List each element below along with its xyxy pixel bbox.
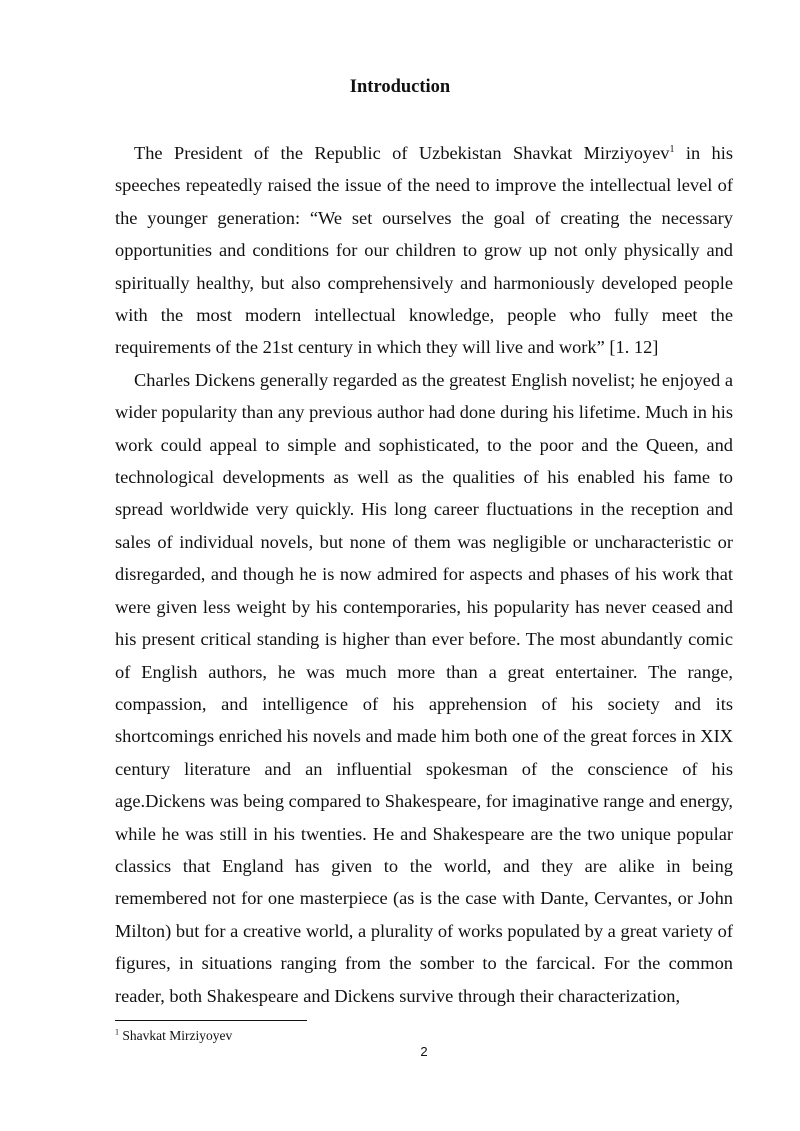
paragraph-2-text: Charles Dickens generally regarded as the greatest English novelist; he enjoyed a wider popularity than any previous author had done during his lifetime. Much in his work could appeal to simple and sophisticated, to the poor and the Queen, and technological developments as well as the qualities of his enabled his fame to spread worldwide very quickly. His long career fluctuations in the reception and sales of individual novels, but none of them was negligible or uncharacteristic or disregarded, and though he is now admired for aspects and phases of his work that were given less weight by his contemporaries, his popularity has never ceased and his present critical standing is higher than ever before. The most abundantly comic of English authors, he was much more than a great entertainer. The range, compassion, and intelligence of his apprehension of his society and its shortcomings enriched his novels and made him both one of the great forces in XIX century literature and an influential spokesman of the conscience of his age.Dickens was being compared to Shakespeare, for imaginative range and energy, while he was still in his twenties. He and Shakespeare are the two unique popular classics that England has given to the world, and they are alike in being remembered not for one masterpiece (as is the case with Dante, Cervantes, or John Milton) but for a creative world, a plurality of works populated by a great variety of figures, in situations ranging from the somber to the farcical. For the common reader, both Shakespeare and Dickens survive through their characterization,	[115, 369, 734, 1006]
paragraph-2	[115, 364, 733, 1012]
footnote-reference[interactable]: 1	[669, 143, 675, 155]
footnote	[115, 1028, 232, 1044]
footnote-separator	[115, 1020, 307, 1021]
paragraph-1-text-b: in his speeches repeatedly raised the issue of the need to improve the intellectual level of the younger generation: “We set ourselves the goal of creating the necessary opportunities and conditions for our children to grow up not only physically and spiritually healthy, but also comprehensively and harmoniously developed people with the most modern intellectual knowledge, people who fully meet the requirements of the 21st century in which they will live and work” [1. 12]	[115, 143, 733, 358]
paragraph-1	[115, 137, 733, 364]
page-title: Introduction	[349, 77, 451, 97]
footnote-marker: 1	[115, 1027, 119, 1037]
body-text	[115, 137, 733, 1012]
footnote-text: Shavkat Mirziyoyev	[122, 1028, 233, 1043]
paragraph-1-text-a: The President of the Republic of Uzbekistan Shavkat Mirziyoyev	[134, 143, 670, 163]
page-number: 2	[420, 1044, 428, 1059]
